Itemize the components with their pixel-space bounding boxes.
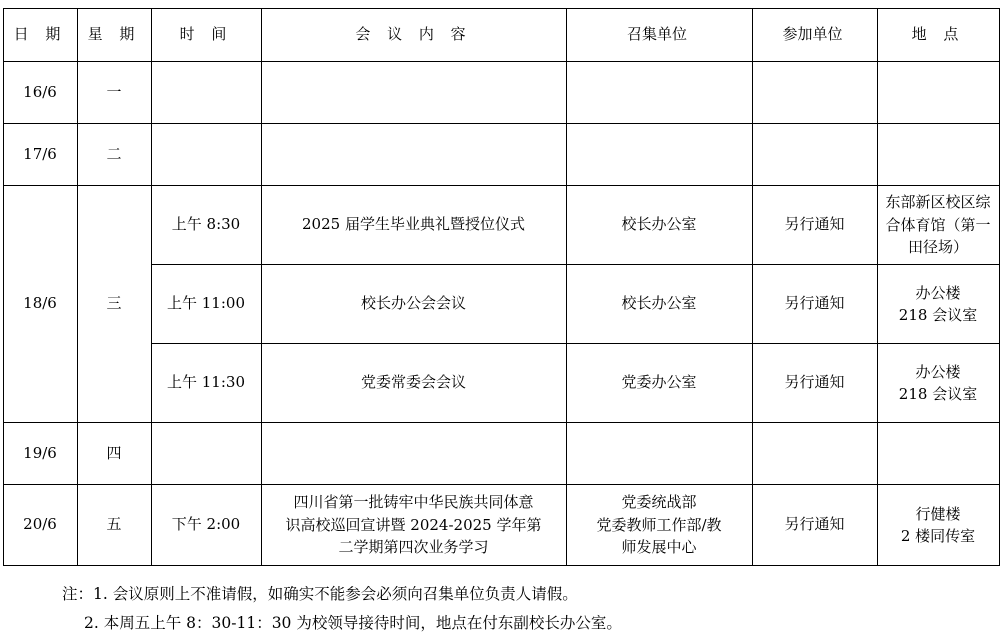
table-row — [3, 344, 999, 423]
cell-participants: 另行通知 — [752, 344, 877, 423]
cell-time — [151, 423, 261, 485]
cell-time: 上午 11:00 — [151, 265, 261, 344]
cell-organizer-line: 党委统战部 — [621, 493, 697, 512]
header-participants: 参加单位 — [752, 9, 877, 62]
table-row — [3, 265, 999, 344]
cell-date: 20/6 — [3, 485, 77, 566]
cell-organizer-line: 党委教师工作部/教 — [596, 515, 722, 534]
footnote-1: 注：1. 会议原则上不准请假，如确实不能参会必须向召集单位负责人请假。 — [62, 585, 578, 603]
cell-place — [877, 124, 999, 186]
cell-organizer: 党委办公室 — [566, 344, 752, 423]
cell-week: 三 — [77, 186, 151, 423]
cell-content — [261, 423, 566, 485]
table-row — [3, 485, 999, 566]
cell-participants — [752, 124, 877, 186]
cell-participants: 另行通知 — [752, 265, 877, 344]
cell-content-line: 二学期第四次业务学习 — [338, 538, 489, 557]
cell-date: 17/6 — [3, 124, 77, 186]
cell-time: 上午 11:30 — [151, 344, 261, 423]
cell-place-line: 行健楼 — [915, 504, 961, 523]
cell-place — [877, 62, 999, 124]
cell-content — [261, 124, 566, 186]
cell-organizer: 校长办公室 — [566, 265, 752, 344]
cell-organizer — [566, 485, 752, 566]
cell-organizer — [566, 62, 752, 124]
cell-place-line: 2 楼同传室 — [900, 527, 976, 545]
cell-place-line: 办公楼 — [915, 362, 961, 381]
cell-organizer — [566, 124, 752, 186]
meeting-schedule-table — [3, 8, 1000, 566]
cell-participants — [752, 423, 877, 485]
cell-date: 19/6 — [3, 423, 77, 485]
header-organizer: 召集单位 — [566, 9, 752, 62]
cell-date: 16/6 — [3, 62, 77, 124]
cell-time: 上午 8:30 — [151, 186, 261, 265]
cell-organizer — [566, 423, 752, 485]
cell-place — [877, 485, 999, 566]
header-date: 日 期 — [3, 9, 77, 62]
cell-place — [877, 186, 999, 265]
cell-content: 党委常委会会议 — [261, 344, 566, 423]
table-header — [3, 9, 999, 62]
cell-time: 下午 2:00 — [151, 485, 261, 566]
cell-content-line: 四川省第一批铸牢中华民族共同体意 — [293, 493, 534, 512]
table-body — [3, 62, 999, 566]
cell-week: 四 — [77, 423, 151, 485]
header-row — [3, 9, 999, 62]
table-row — [3, 62, 999, 124]
cell-place — [877, 423, 999, 485]
cell-date: 18/6 — [3, 186, 77, 423]
table-row — [3, 124, 999, 186]
cell-participants — [752, 62, 877, 124]
cell-week: 二 — [77, 124, 151, 186]
cell-participants: 另行通知 — [752, 186, 877, 265]
cell-place-line: 东部新区校区综 — [885, 193, 991, 212]
cell-week: 一 — [77, 62, 151, 124]
table-row — [3, 423, 999, 485]
cell-content: 校长办公会会议 — [261, 265, 566, 344]
cell-content-line: 识高校巡回宣讲暨 2024-2025 学年第 — [285, 515, 542, 534]
header-week: 星 期 — [77, 9, 151, 62]
cell-place — [877, 265, 999, 344]
footnotes — [0, 580, 1002, 637]
header-time: 时 间 — [151, 9, 261, 62]
cell-place-line: 218 会议室 — [898, 385, 978, 403]
cell-content — [261, 485, 566, 566]
cell-time — [151, 124, 261, 186]
cell-content: 2025 届学生毕业典礼暨授位仪式 — [261, 186, 566, 265]
footnote-2: 2. 本周五上午 8：30-11：30 为校领导接待时间，地点在付东副校长办公室。 — [84, 613, 622, 632]
table-row — [3, 186, 999, 265]
cell-participants: 另行通知 — [752, 485, 877, 566]
cell-place — [877, 344, 999, 423]
header-place: 地 点 — [877, 9, 999, 62]
cell-place-line: 合体育馆（第一 — [885, 215, 991, 234]
cell-place-line: 田径场） — [907, 238, 968, 257]
cell-content — [261, 62, 566, 124]
cell-organizer: 校长办公室 — [566, 186, 752, 265]
cell-place-line: 办公楼 — [915, 283, 961, 302]
cell-week: 五 — [77, 485, 151, 566]
cell-time — [151, 62, 261, 124]
cell-organizer-line: 师发展中心 — [621, 538, 697, 557]
header-content: 会 议 内 容 — [261, 9, 566, 62]
cell-place-line: 218 会议室 — [898, 306, 978, 324]
